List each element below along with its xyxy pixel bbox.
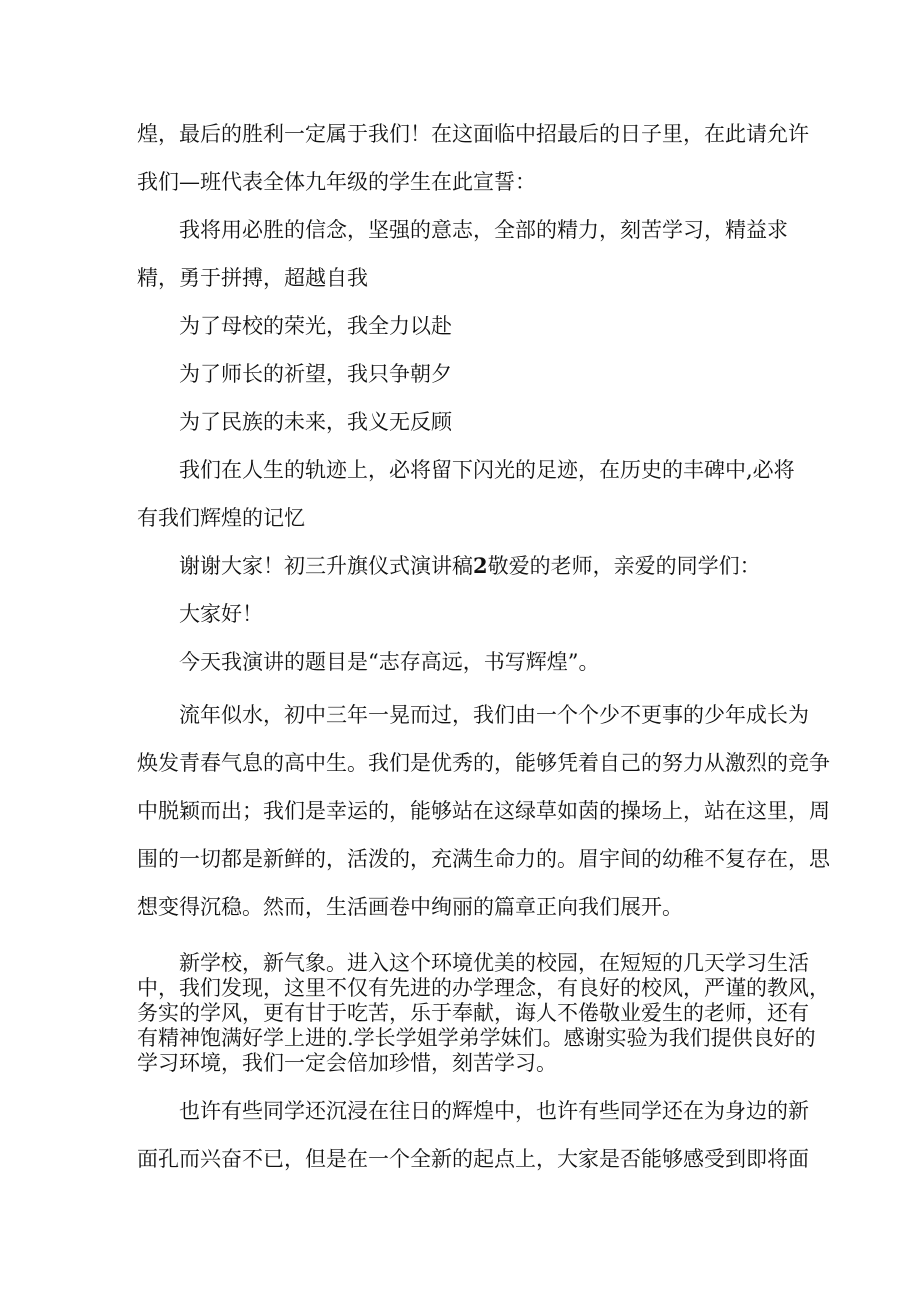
text-line: 围的一切都是新鲜的，活泼的，充满生命力的。眉宇间的幼稚不复存在，思 xyxy=(137,847,830,871)
text-line: 中，我们发现，这里不仅有先进的办学理念，有良好的校风，严谨的教风， xyxy=(137,976,830,1000)
text-line: 中脱颖而出；我们是幸运的，能够站在这绿草如茵的操场上，站在这里，周 xyxy=(137,799,830,823)
text-line: 今天我演讲的题目是“志存高远，书写辉煌”。 xyxy=(179,650,600,674)
text-line: 务实的学风，更有甘于吃苦，乐于奉献，诲人不倦敬业爱生的老师，还有 xyxy=(137,1001,809,1025)
text-line: 为了母校的荣光，我全力以赴 xyxy=(179,314,452,338)
text-line: 也许有些同学还沉浸在往日的辉煌中，也许有些同学还在为身边的新 xyxy=(179,1099,809,1123)
text-line: 煌，最后的胜利一定属于我们！在这面临中招最后的日子里，在此请允许 xyxy=(137,122,809,146)
text-line: 有精神饱满好学上进的.学长学姐学弟学妹们。感谢实验为我们提供良好的 xyxy=(137,1026,816,1050)
speech-heading-line xyxy=(179,552,761,580)
text-line: 学习环境，我们一定会倍加珍惜，刻苦学习。 xyxy=(137,1051,557,1075)
text-line: 新学校，新气象。进入这个环境优美的校园，在短短的几天学习生活 xyxy=(179,951,809,975)
text-line: 我们在人生的轨迹上，必将留下闪光的足迹，在历史的丰碑中,必将 xyxy=(179,458,795,482)
text-line: 面孔而兴奋不已，但是在一个全新的起点上，大家是否能够感受到即将面 xyxy=(137,1147,809,1171)
heading-text: 谢谢大家！初三升旗仪式演讲稿 xyxy=(179,554,473,578)
greeting-text: 敬爱的老师，亲爱的同学们： xyxy=(487,554,761,578)
text-line: 想变得沉稳。然而，生活画卷中绚丽的篇章正向我们展开。 xyxy=(137,895,683,919)
text-line: 我们—班代表全体九年级的学生在此宣誓： xyxy=(137,170,536,194)
text-line: 我将用必胜的信念，坚强的意志，全部的精力，刻苦学习，精益求 xyxy=(179,218,788,242)
text-line: 焕发青春气息的高中生。我们是优秀的，能够凭着自己的努力从激烈的竞争 xyxy=(137,751,830,775)
text-line: 为了师长的祈望，我只争朝夕 xyxy=(179,362,452,386)
text-line: 大家好！ xyxy=(179,602,263,626)
text-line: 流年似水，初中三年一晃而过，我们由一个个少不更事的少年成长为 xyxy=(179,703,809,727)
text-line: 有我们辉煌的记忆 xyxy=(137,506,305,530)
text-line: 为了民族的未来，我义无反顾 xyxy=(179,410,452,434)
text-line: 精，勇于拼搏，超越自我 xyxy=(137,266,368,290)
speech-number: 2 xyxy=(473,553,488,578)
